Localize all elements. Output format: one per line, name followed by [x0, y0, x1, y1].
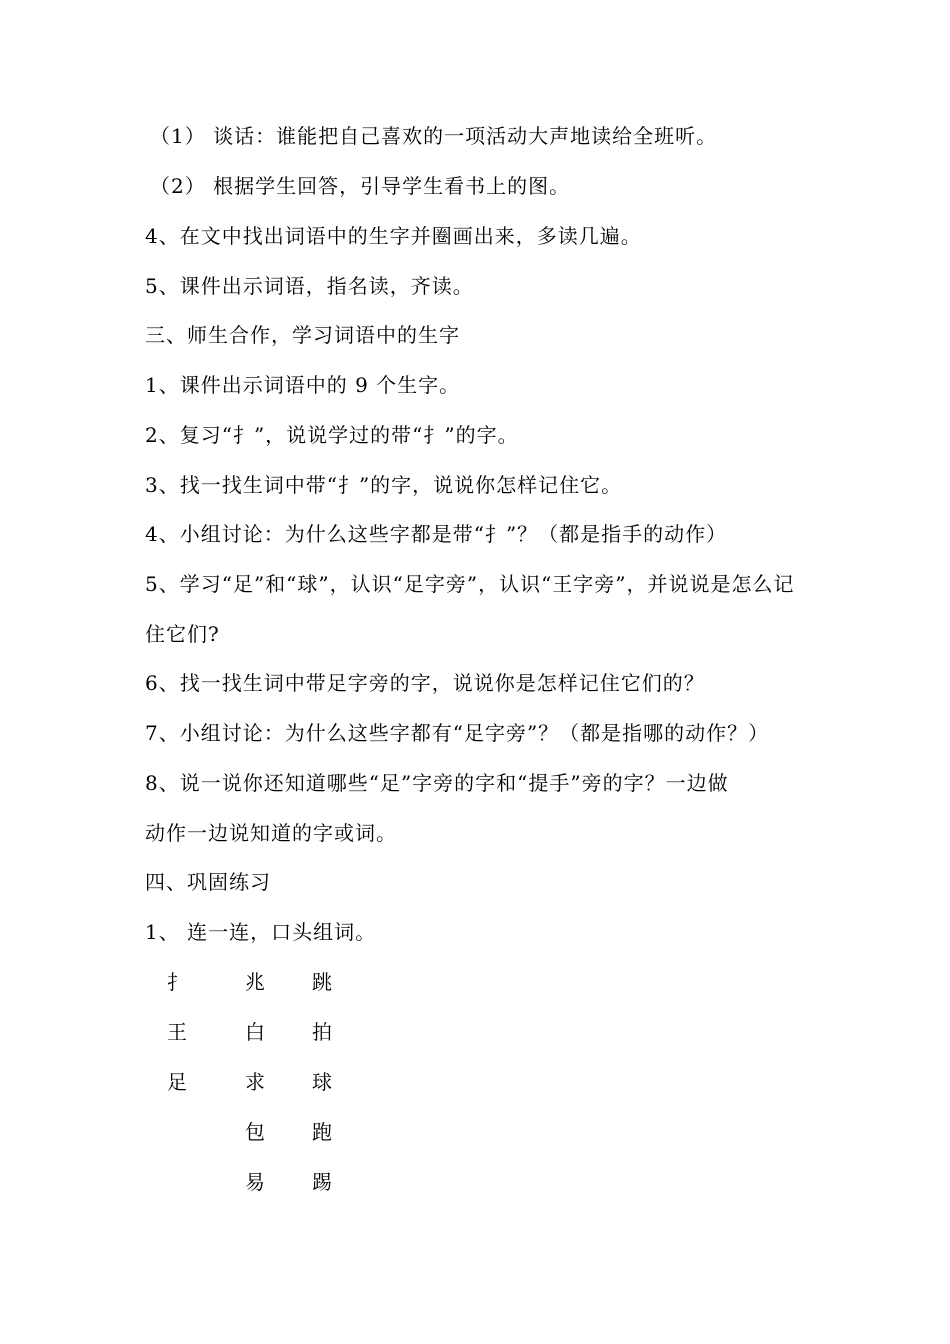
- text-line: 5、课件出示词语，指名读，齐读。: [145, 274, 474, 298]
- exercise-char: 白: [245, 1020, 265, 1044]
- text-line: （2） 根据学生回答，引导学生看书上的图。: [150, 174, 571, 198]
- exercise-char: 球: [312, 1070, 332, 1094]
- section-heading: 三、师生合作，学习词语中的生字: [145, 323, 460, 347]
- text-line: 5、学习“足”和“球”，认识“足字旁”，认识“王字旁”，并说说是怎么记: [145, 572, 795, 596]
- section-heading: 四、巩固练习: [145, 870, 271, 894]
- exercise-char: 兆: [245, 970, 265, 994]
- text-line: 6、找一找生词中带足字旁的字，说说你是怎样记住它们的？: [145, 671, 705, 695]
- text-line: 1、课件出示词语中的 9 个生字。: [145, 373, 461, 397]
- exercise-char: 包: [245, 1120, 265, 1144]
- exercise-char: 易: [245, 1170, 265, 1194]
- exercise-char: 拍: [312, 1020, 332, 1044]
- text-line: 动作一边说知道的字或词。: [145, 821, 397, 845]
- exercise-char: 扌: [167, 970, 187, 994]
- text-line: 4、小组讨论：为什么这些字都是带“扌”？（都是指手的动作）: [145, 522, 728, 546]
- exercise-char: 跳: [312, 970, 332, 994]
- exercise-char: 踢: [312, 1170, 332, 1194]
- exercise-char: 求: [245, 1070, 265, 1094]
- text-line: 2、复习“扌”，说说学过的带“扌”的字。: [145, 423, 519, 447]
- text-line: 3、找一找生词中带“扌”的字，说说你怎样记住它。: [145, 473, 623, 497]
- exercise-char: 足: [167, 1070, 187, 1094]
- text-line: 住它们?: [145, 622, 220, 646]
- text-line: 8、说一说你还知道哪些“足”字旁的字和“提手”旁的字？一边做: [145, 771, 729, 795]
- text-line: 7、小组讨论：为什么这些字都有“足字旁”？（都是指哪的动作？）: [145, 721, 770, 745]
- text-line: （1） 谈话：谁能把自己喜欢的一项活动大声地读给全班听。: [150, 124, 718, 148]
- text-line: 1、 连一连，口头组词。: [145, 920, 377, 944]
- text-line: 4、在文中找出词语中的生字并圈画出来，多读几遍。: [145, 224, 642, 248]
- exercise-char: 王: [167, 1020, 187, 1044]
- exercise-char: 跑: [312, 1120, 332, 1144]
